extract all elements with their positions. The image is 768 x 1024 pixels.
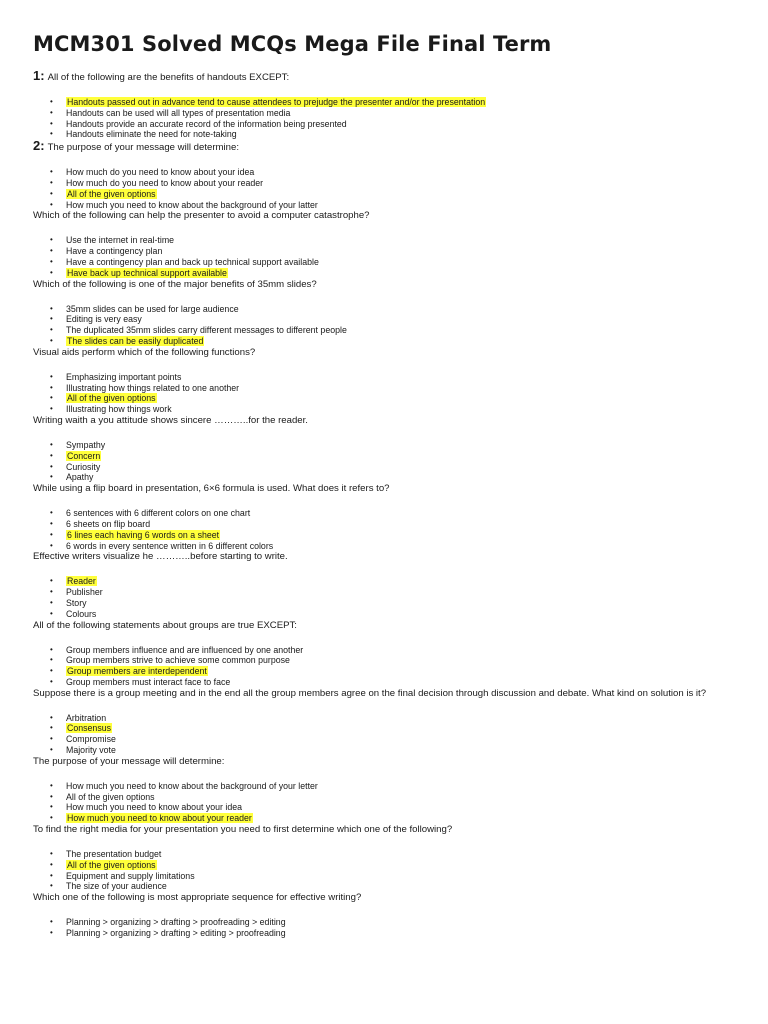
answer-option [66,246,735,257]
question-text: Which of the following can help the presenter to avoid a computer catastrophe? [33,210,370,222]
answer-option [66,440,735,451]
option-text: Use the internet in real-time [66,235,175,246]
option-text: The presentation budget [66,849,162,860]
option-text: Consensus [67,723,112,734]
answer-option [66,178,735,189]
question [33,279,735,290]
option-text: How much do you need to know about your idea [66,167,255,178]
option-text: 6 sheets on flip board [66,518,151,529]
option-list [33,235,735,278]
answer-option [66,928,735,939]
spacer [33,562,735,576]
answer-option [66,745,735,756]
option-list [33,917,735,939]
answer-option [66,383,735,394]
question-text: To find the right media for your presentation you need to first determine which one of the following? [33,824,453,836]
answer-option-highlighted [66,97,735,108]
option-list [33,167,735,210]
spacer [33,767,735,781]
option-text: 6 lines each having 6 words on a sheet [67,529,220,540]
spacer [33,631,735,645]
option-list [33,781,735,824]
question-text: While using a flip board in presentation, 6×6 formula is used. What does it refers to? [33,483,390,495]
answer-option [66,792,735,803]
answer-option [66,598,735,609]
option-text: Group members must interact face to face [66,676,231,687]
option-list [33,372,735,415]
answer-option [66,713,735,724]
answer-option [66,802,735,813]
answer-option [66,587,735,598]
question [33,140,735,153]
option-text: How much do you need to know about your reader [66,177,264,188]
option-text: Reader [67,576,96,587]
question [33,551,735,562]
spacer [33,903,735,917]
answer-option [66,325,735,336]
question-number: 2: [33,138,45,154]
question [33,892,735,903]
question-text: The purpose of your message will determine: [47,142,239,154]
option-text: Majority vote [66,745,116,756]
spacer [33,358,735,372]
option-text: How much you need to know about your reader [67,813,252,824]
option-text: Publisher [66,587,103,598]
answer-option [66,781,735,792]
option-text: Handouts eliminate the need for note-taking [66,129,237,140]
option-text: Handouts provide an accurate record of the information being presented [66,118,347,129]
answer-option [66,917,735,928]
answer-option [66,235,735,246]
option-text: The slides can be easily duplicated [67,335,204,346]
option-text: Handouts can be used will all types of presentation media [66,107,291,118]
spacer [33,426,735,440]
question-text: The purpose of your message will determine: [33,755,225,767]
answer-option-highlighted [66,666,735,677]
answer-option-highlighted [66,393,735,404]
question-text: Effective writers visualize he ………..before starting to write. [33,551,288,563]
option-text: Sympathy [66,439,106,450]
answer-option-highlighted [66,268,735,279]
answer-option [66,645,735,656]
option-text: Planning > organizing > drafting > editing > proofreading [66,928,286,939]
option-text: Group members strive to achieve some common purpose [66,655,290,666]
question-text: All of the following statements about groups are true EXCEPT: [33,619,297,631]
answer-option [66,304,735,315]
question [33,415,735,426]
question-number: 1: [33,68,45,83]
answer-option [66,404,735,415]
answer-option [66,519,735,530]
option-text: Story [66,597,87,608]
option-text: Curiosity [66,461,101,472]
option-list [33,645,735,688]
option-list [33,849,735,892]
option-text: Have back up technical support available [67,267,227,278]
answer-option [66,372,735,383]
answer-option-highlighted [66,860,735,871]
question-text: Writing waith a you attitude shows sincere ………..for the reader. [33,414,308,426]
option-text: The duplicated 35mm slides carry different messages to different people [66,325,347,336]
question [33,483,735,494]
option-text: Group members influence and are influenced by one another [66,644,304,655]
option-text: All of the given options [66,791,155,802]
spacer [33,835,735,849]
option-text: Planning > organizing > drafting > proofreading > editing [66,917,286,928]
option-text: How much you need to know about the background of your letter [66,780,318,791]
option-text: 6 words in every sentence written in 6 different colors [66,540,274,551]
option-text: Emphasizing important points [66,371,182,382]
option-text: Apathy [66,472,94,483]
answer-option [66,881,735,892]
answer-option [66,129,735,140]
answer-option [66,167,735,178]
option-text: 35mm slides can be used for large audience [66,303,239,314]
spacer [33,699,735,713]
spacer [33,153,735,167]
option-list [33,508,735,551]
answer-option-highlighted [66,576,735,587]
answer-option [66,257,735,268]
answer-option-highlighted [66,451,735,462]
option-list [33,713,735,756]
answer-option [66,119,735,130]
answer-option [66,200,735,211]
document-title: MCM301 Solved MCQs Mega File Final Term [33,32,552,56]
question-text: All of the following are the benefits of handouts EXCEPT: [47,72,290,83]
answer-option [66,734,735,745]
answer-option [66,472,735,483]
question-text: Which of the following is one of the major benefits of 35mm slides? [33,278,317,290]
answer-option-highlighted [66,813,735,824]
option-text: Illustrating how things related to one another [66,382,240,393]
question-text: Suppose there is a group meeting and in the end all the group members agree on the final decision through discussion and debate. What kind on solution is it? [33,687,707,699]
answer-option-highlighted [66,723,735,734]
option-text: Compromise [66,734,116,745]
question-text: Visual aids perform which of the following functions? [33,346,256,358]
question [33,824,735,835]
option-text: Have a contingency plan [66,246,163,257]
option-text: All of the given options [67,393,156,404]
option-text: The size of your audience [66,881,167,892]
question-text: Which one of the following is most appropriate sequence for effective writing? [33,892,362,904]
option-list [33,304,735,347]
option-text: Group members are interdependent [67,666,207,677]
option-text: How much you need to know about your idea [66,802,243,813]
answer-option [66,314,735,325]
option-text: Illustrating how things work [66,404,172,415]
spacer [33,290,735,304]
answer-option-highlighted [66,530,735,541]
answer-option-highlighted [66,189,735,200]
spacer [33,221,735,235]
answer-option [66,508,735,519]
option-text: Editing is very easy [66,314,142,325]
question [33,756,735,767]
option-text: All of the given options [67,188,156,199]
option-text: Concern [67,450,101,461]
question [33,70,735,83]
option-text: All of the given options [67,859,156,870]
option-text: Colours [66,608,97,619]
option-text: Arbitration [66,712,107,723]
spacer [33,83,735,97]
answer-option [66,541,735,552]
option-text: Have a contingency plan and back up technical support available [66,256,319,267]
question [33,688,733,699]
answer-option [66,609,735,620]
option-text: Equipment and supply limitations [66,870,195,881]
question-list [33,70,735,939]
option-text: Handouts passed out in advance tend to cause attendees to prejudge the presenter and/or the presentation [67,97,486,107]
question [33,210,735,221]
option-list [33,440,735,483]
answer-option [66,677,735,688]
option-list [33,576,735,619]
answer-option [66,462,735,473]
option-list [33,97,735,140]
answer-option [66,655,735,666]
question [33,620,735,631]
spacer [33,494,735,508]
option-text: 6 sentences with 6 different colors on one chart [66,508,251,519]
answer-option [66,849,735,860]
question [33,347,735,358]
option-text: How much you need to know about the background of your latter [66,199,318,210]
answer-option-highlighted [66,336,735,347]
answer-option [66,871,735,882]
answer-option [66,108,735,119]
